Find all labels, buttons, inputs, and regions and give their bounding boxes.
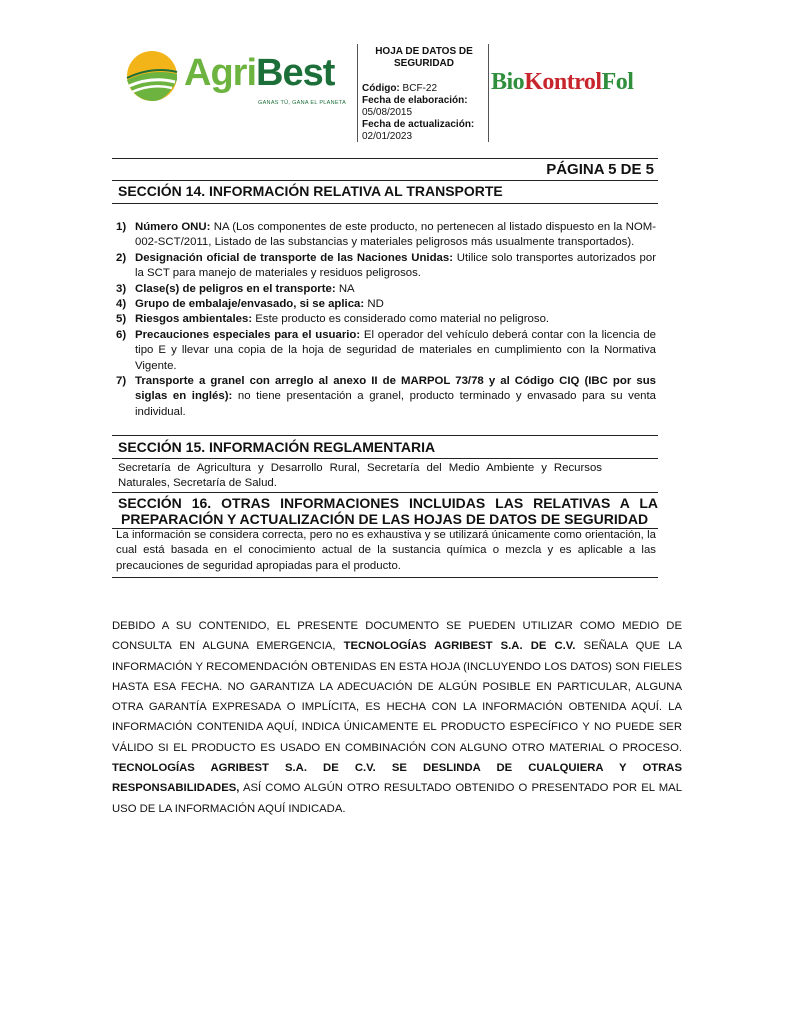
disclaimer-text: DEBIDO A SU CONTENIDO, EL PRESENTE DOCUMENTO SE PUEDEN UTILIZAR COMO MEDIO DE CONSULTA EN ALGUNA EMERGENCIA, bbox=[112, 620, 682, 653]
disclaimer-text: SEÑALA QUE LA INFORMACIÓN Y RECOMENDACIÓN OBTENIDAS EN ESTA HOJA (INCLUYENDO LOS DATOS) SON FIELES HASTA ESA FECHA. NO GARANTIZA LA ADECUACIÓN DE ALGÚN POSIBLE EN PARTICULAR, ALGUNA OTRA GARANTÍA EXPRESADA O IMPLÍCITA, ES HECHA CON LA INFORMACIÓN OBTENIDA AQUÍ. LA INFORMACIÓN CONTENIDA AQUÍ, INDICA ÚNICAMENTE EL PRODUCTO ESPECÍFICO Y NO PUEDE SER VÁLIDO SI EL PRODUCTO ES USADO EN COMBINACIÓN CON ALGUNO OTRO MATERIAL O PROCESO. bbox=[112, 640, 683, 754]
agribest-emblem-icon bbox=[126, 50, 182, 102]
section16-title-line1: SECCIÓN 16. OTRAS INFORMACIONES INCLUIDAS LAS RELATIVAS A LA bbox=[118, 495, 658, 511]
disclaimer-paragraph bbox=[112, 616, 682, 819]
elaboracion-value: 05/08/2015 bbox=[362, 107, 413, 118]
item-text: El operador del vehículo deberá contar con la licencia de tipo E y llevar una copia de la hoja de seguridad de materiales en cumplimiento con la Normativa Vigente. bbox=[135, 328, 656, 372]
item-text: NA (Los componentes de este producto, no pertenecen al listado dispuesto en la NOM-002-SCT/2011, Listado de las substancias y materiales peligrosos más usualmente transportados). bbox=[135, 221, 656, 249]
item-number: 6) bbox=[116, 328, 127, 341]
item-label: Precauciones especiales para el usuario: bbox=[135, 328, 361, 341]
section14-title: SECCIÓN 14. INFORMACIÓN RELATIVA AL TRANSPORTE bbox=[118, 183, 503, 199]
biokontrol-fol: Fol bbox=[601, 69, 634, 95]
agribest-tagline: GANAS TÚ, GANA EL PLANETA bbox=[258, 100, 347, 106]
codigo-value: BCF-22 bbox=[402, 83, 437, 94]
section16-text: La información se considera correcta, pero no es exhaustiva y se utilizará únicamente como orientación, la cual está basada en el conocimiento actual de la sustancia química o mezcla y es aplicable a las precauciones de seguridad apropiadas para el producto. bbox=[116, 529, 656, 572]
section14-rule-top bbox=[112, 180, 658, 181]
item-text: Utilice solo transportes autorizados por la SCT para manejo de materiales y residuos peligrosos. bbox=[135, 251, 656, 280]
section14-rule-bottom bbox=[112, 203, 658, 204]
item-label: Clase(s) de peligros en el transporte: bbox=[135, 282, 336, 295]
section15-rule-end bbox=[112, 492, 658, 493]
doc-meta bbox=[362, 83, 488, 143]
list-item bbox=[116, 251, 656, 282]
actualizacion-label: Fecha de actualización: bbox=[362, 119, 475, 130]
item-text: NA bbox=[335, 282, 355, 295]
item-text: no tiene presentación a granel, producto terminado y envasado para su venta individual. bbox=[135, 390, 656, 418]
item-number: 3) bbox=[116, 282, 127, 295]
list-item bbox=[116, 374, 656, 420]
biokontrol-kontrol: Kontrol bbox=[524, 69, 602, 95]
actualizacion-value: 02/01/2023 bbox=[362, 131, 413, 142]
item-text: ND bbox=[364, 298, 384, 311]
codigo-label: Código: bbox=[362, 83, 400, 94]
biokontrol-bio: Bio bbox=[491, 69, 525, 95]
list-item bbox=[116, 312, 656, 327]
item-label: Riesgos ambientales: bbox=[135, 313, 253, 326]
header-divider-left bbox=[357, 44, 358, 142]
section16-title-line2: PREPARACIÓN Y ACTUALIZACIÓN DE LAS HOJAS DE DATOS DE SEGURIDAD bbox=[121, 511, 649, 527]
item-label: Designación oficial de transporte de las Naciones Unidas: bbox=[135, 251, 454, 264]
item-number: 7) bbox=[116, 375, 127, 388]
list-item bbox=[116, 297, 656, 312]
biokontrol-logo bbox=[491, 69, 633, 96]
list-item bbox=[116, 220, 656, 251]
item-label: Transporte a granel con arreglo al anexo II de MARPOL 73/78 y al Código CIQ (IBC por sus siglas en inglés): bbox=[135, 375, 656, 403]
agribest-wordmark bbox=[184, 52, 334, 95]
list-item bbox=[116, 282, 656, 297]
item-label: Grupo de embalaje/envasado, si se aplica: bbox=[135, 298, 365, 311]
item-label: Número ONU: bbox=[135, 221, 211, 233]
section15-text: Secretaría de Agricultura y Desarrollo Rural, Secretaría del Medio Ambiente y Recursos Naturales, Secretaría de Salud. bbox=[118, 462, 602, 490]
item-number: 2) bbox=[116, 251, 127, 264]
header-divider-right bbox=[488, 44, 489, 142]
section16-rule-end bbox=[112, 577, 658, 578]
agribest-word-best: Best bbox=[256, 52, 335, 94]
agribest-word-agri: Agri bbox=[184, 52, 256, 94]
header-rule bbox=[112, 158, 658, 159]
item-number: 4) bbox=[116, 298, 127, 311]
agribest-logo bbox=[126, 50, 347, 112]
disclaimer-company: TECNOLOGÍAS AGRIBEST S.A. DE C.V. bbox=[343, 640, 576, 653]
transport-list bbox=[116, 220, 656, 420]
page-number: PÁGINA 5 DE 5 bbox=[546, 161, 654, 178]
item-number: 1) bbox=[116, 221, 127, 233]
elaboracion-label: Fecha de elaboración: bbox=[362, 95, 468, 106]
disclaimer-liability: TECNOLOGÍAS AGRIBEST S.A. DE C.V. SE DESLINDA DE CUALQUIERA Y OTRAS RESPONSABILIDADES, bbox=[112, 762, 682, 795]
section15-title: SECCIÓN 15. INFORMACIÓN REGLAMENTARIA bbox=[118, 439, 436, 455]
item-number: 5) bbox=[116, 313, 127, 326]
section15-rule-bottom bbox=[112, 458, 658, 459]
item-text: Este producto es considerado como material no peligroso. bbox=[252, 313, 550, 326]
disclaimer-text: ASÍ COMO ALGÚN OTRO RESULTADO OBTENIDO O PRESENTADO POR EL MAL USO DE LA INFORMACIÓN AQUÍ INDICADA. bbox=[112, 782, 682, 815]
list-item bbox=[116, 328, 656, 374]
doc-title: HOJA DE DATOS DE SEGURIDAD bbox=[375, 46, 473, 69]
section15-rule-top bbox=[112, 435, 658, 436]
